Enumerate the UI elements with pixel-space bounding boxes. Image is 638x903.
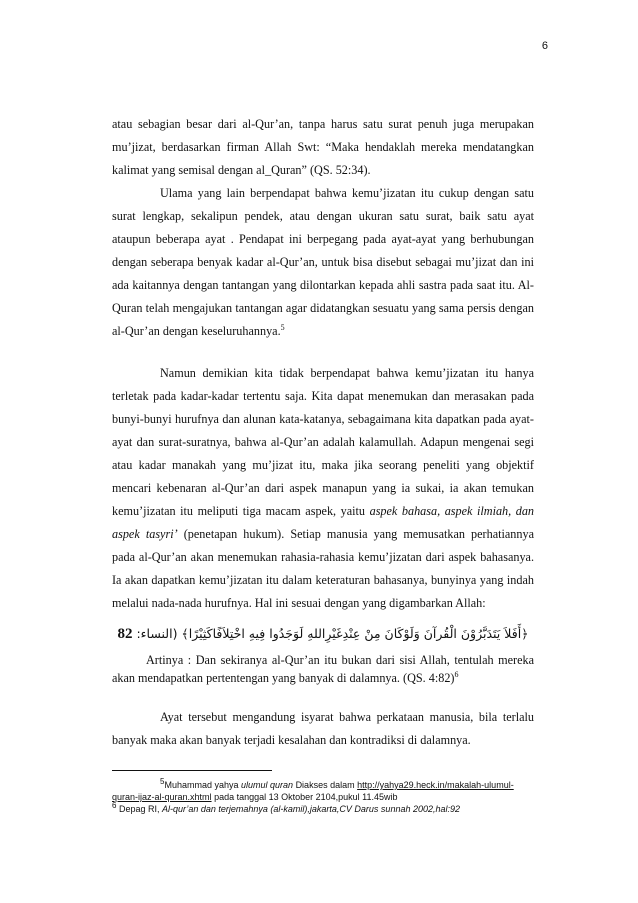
footnote-5-mark: 5 [160,777,165,786]
footnote-divider [112,770,272,771]
footnote-5-title: ulumul quran [241,780,294,790]
footnotes [112,770,534,815]
paragraph-4 [112,706,534,752]
paragraph-1 [112,113,534,182]
body-text [112,113,534,752]
footnote-6-mark: 6 [112,801,117,810]
paragraph-2 [112,182,534,343]
paragraph-4-text: Ayat tersebut mengandung isyarat bahwa perkataan manusia, bila terlalu banyak maka akan banyak terjadi kesalahan dan kontradiksi di dalamnya. [112,710,534,747]
footnote-6-prefix: Depag RI, [118,804,160,814]
page-number: 6 [541,40,548,52]
footnote-6 [112,803,534,815]
footnote-5 [112,779,534,803]
arabic-verse-text: ﴿أَفَلاَ يَتَدَبَّرُوْنَ الْقُرآنَ وَلَوْكَانَ مِنْ عِنْدِغَيْرِاللهِ لَوَجَدُوا فِيهِ اخْتِلاَفًاكَثِيْرًا﴾ (النساء: [136,626,529,641]
paragraph-3-text: Namun demikian kita tidak berpendapat bahwa kemu’jizatan itu hanya terletak pada kadar-kadar tertentu saja. Kita dapat menemukan dan merasakan pada bunyi-bunyi hurufnya dan alunan kata-katanya, sebagaimana kita dapatkan pada ayat-ayat dan surat-suratnya, bahwa al-Qur’an adalah kalamullah. Adapun mengenai segi atau kadar manakah yang mu’jizat itu, maka jika seorang peneliti yang objektif mencari kebenaran al-Qur’an dari aspek manapun yang ia sukai, ia akan temukan kemu’jizatan itu meliputi tiga macam aspek, yaitu [112,366,534,518]
footnote-ref-5: 5 [280,322,285,332]
arabic-verse [112,623,534,645]
paragraph-3 [112,362,534,615]
translation-text: Artinya : Dan sekiranya al-Qur’an itu bukan dari sisi Allah, tentulah mereka akan mendapatkan pertentengan yang banyak di dalamnya. (QS. 4:82) [112,653,534,685]
footnote-6-text: Al-qur’an dan terjemahnya (al-kamil),jakarta,CV Darus sunnah 2002,hal:92 [162,804,461,814]
footnote-5-author: Muhammad yahya [164,780,239,790]
footnote-5-date: pada tanggal 13 Oktober 2104,pukul 11.45wib [214,792,398,802]
footnote-5-access: Diakses dalam [295,780,355,790]
footnote-ref-6: 6 [454,669,459,679]
aspects-italic: aspek bahasa, aspek ilmiah, dan aspek tasyri’ [112,504,535,541]
translation [112,651,534,687]
paragraph-3-text-after: (penetapan hukum). Setiap manusia yang memusatkan perhatiannya pada al-Qur’an akan menemukan rahasia-rahasia kemu’jizatan dari aspek bahasanya. Ia akan dapatkan kemu’jizatan itu dalam keteraturan bahasanya, bunyinya yang indah melalui nada-nada hurufnya. Hal ini sesuai dengan yang digambarkan Allah: [112,527,534,610]
arabic-verse-number: 82 [117,626,133,642]
paragraph-2-text: Ulama yang lain berpendapat bahwa kemu’jizatan itu cukup dengan satu surat lengkap, sekalipun pendek, atau dengan ukuran satu surat, baik satu ayat ataupun beberapa ayat . Pendapat ini berpegang pada ayat-ayat yang berhubungan dengan seberapa benyak kadar al-Qur’an, untuk bisa disebut sebagai mu’jizat dan ini ada kaitannya dengan tantangan yang dilontarkan kepada ahli sastra pada saat itu. Al-Quran telah mengajukan tantangan agar didatangkan sesuatu yang sama persis dengan al-Qur’an dengan keseluruhannya. [112,186,534,338]
paragraph-1-text: atau sebagian besar dari al-Qur’an, tanpa harus satu surat penuh juga merupakan mu’jizat, berdasarkan firman Allah Swt: “Maka hendaklah mereka mendatangkan kalimat yang semisal dengan al_Quran” (QS. 52:34). [112,117,534,177]
footnote-5-link[interactable]: http://yahya29.heck.in/makalah-ulumul-quran-ijaz-al-quran.xhtml [112,780,514,802]
